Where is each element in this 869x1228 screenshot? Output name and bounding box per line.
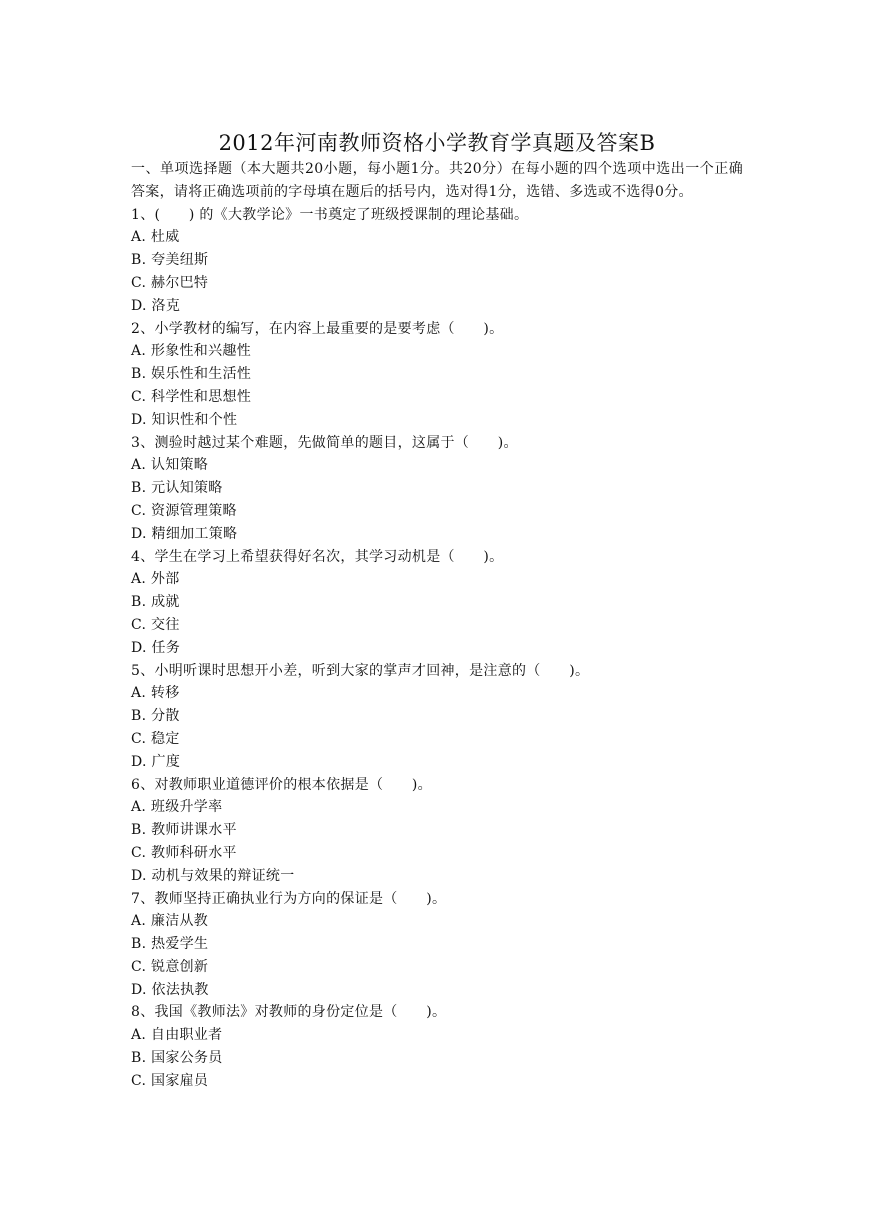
question-list xyxy=(131,204,743,1093)
question-stem: 2、小学教材的编写，在内容上最重要的是要考虑（ )。 xyxy=(131,320,504,337)
answer-option: C. 稳定 xyxy=(131,730,180,747)
answer-option: C. 资源管理策略 xyxy=(131,502,237,519)
answer-option: D. 动机与效果的辩证统一 xyxy=(131,867,295,884)
section-intro: 一、单项选择题（本大题共20小题，每小题1分。共20分）在每小题的四个选项中选出一个正确答案，请将正确选项前的字母填在题后的括号内，选对得1分，选错、多选或不选得0分。 xyxy=(131,161,743,200)
question-stem: 3、测验时越过某个难题，先做简单的题目，这属于（ )。 xyxy=(131,434,518,451)
answer-option: B. 分散 xyxy=(131,708,180,725)
answer-option: C. 交往 xyxy=(131,616,180,633)
answer-option: B. 热爱学生 xyxy=(131,936,209,953)
answer-option: C. 教师科研水平 xyxy=(131,844,237,861)
answer-option: A. 外部 xyxy=(131,571,180,588)
answer-option: B. 教师讲课水平 xyxy=(131,822,237,839)
answer-option: A. 形象性和兴趣性 xyxy=(131,343,252,360)
question-stem: 6、对教师职业道德评价的根本依据是（ )。 xyxy=(131,776,432,793)
answer-option: A. 杜威 xyxy=(131,229,180,246)
answer-option: D. 精细加工策略 xyxy=(131,525,238,542)
question-stem: 8、我国《教师法》对教师的身份定位是（ )。 xyxy=(131,1004,447,1021)
question-stem: 5、小明听课时思想开小差，听到大家的掌声才回神，是注意的（ )。 xyxy=(131,662,590,679)
answer-option: A. 自由职业者 xyxy=(131,1027,223,1044)
document-page xyxy=(131,128,743,1093)
answer-option: A. 转移 xyxy=(131,685,180,702)
answer-option: A. 认知策略 xyxy=(131,457,209,474)
question-stem: 4、学生在学习上希望获得好名次，其学习动机是（ )。 xyxy=(131,548,504,565)
answer-option: C. 赫尔巴特 xyxy=(131,274,209,291)
answer-option: B. 夸美纽斯 xyxy=(131,252,209,269)
answer-option: D. 洛克 xyxy=(131,297,181,314)
answer-option: C. 锐意创新 xyxy=(131,958,209,975)
answer-option: C. 国家雇员 xyxy=(131,1072,209,1089)
answer-option: D. 知识性和个性 xyxy=(131,411,238,428)
answer-option: A. 廉洁从教 xyxy=(131,913,209,930)
answer-option: D. 依法执教 xyxy=(131,981,209,998)
answer-option: B. 国家公务员 xyxy=(131,1050,223,1067)
answer-option: B. 元认知策略 xyxy=(131,480,223,497)
answer-option: B. 娱乐性和生活性 xyxy=(131,366,252,383)
question-stem: 7、教师坚持正确执业行为方向的保证是（ )。 xyxy=(131,890,447,907)
answer-option: A. 班级升学率 xyxy=(131,799,223,816)
answer-option: B. 成就 xyxy=(131,594,180,611)
answer-option: D. 广度 xyxy=(131,753,181,770)
answer-option: C. 科学性和思想性 xyxy=(131,388,252,405)
question-stem: 1、( ) 的《大教学论》一书奠定了班级授课制的理论基础。 xyxy=(131,206,529,223)
answer-option: D. 任务 xyxy=(131,639,181,656)
document-title: 2012年河南教师资格小学教育学真题及答案B xyxy=(218,131,656,155)
